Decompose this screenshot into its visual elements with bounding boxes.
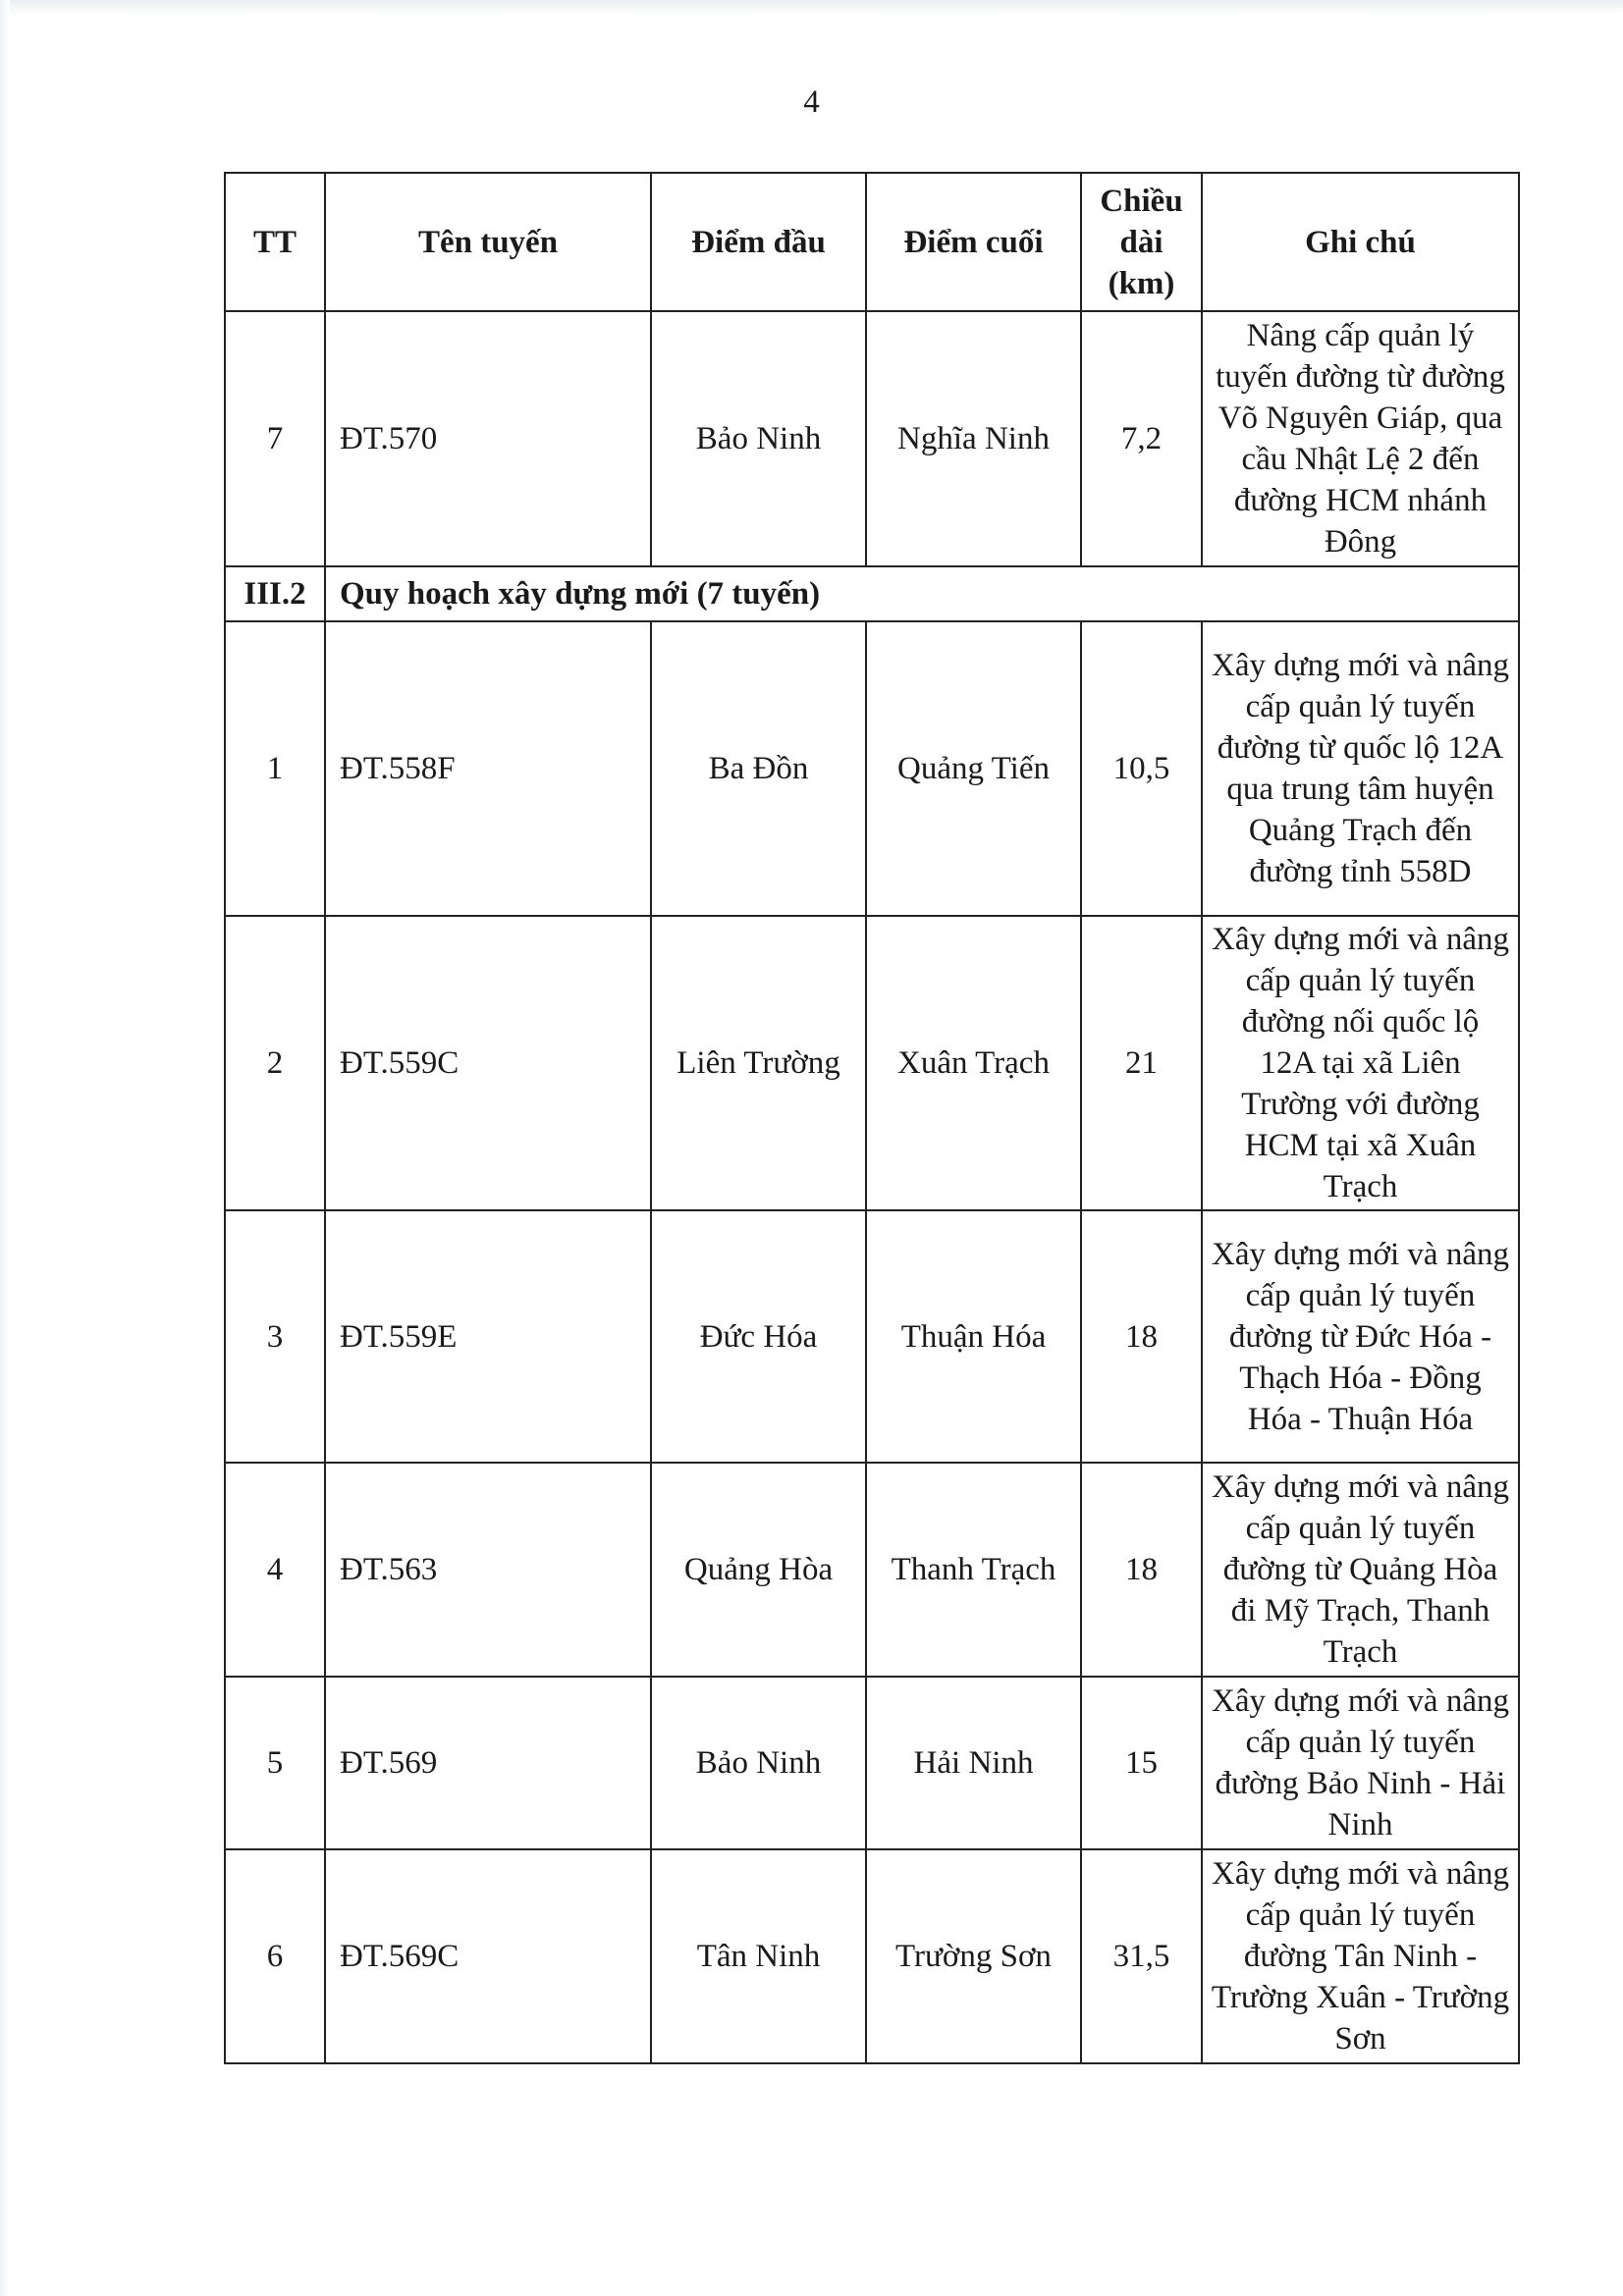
cell-start-point: Đức Hóa [651, 1210, 866, 1463]
cell-start-point: Ba Đồn [651, 621, 866, 916]
scan-edge-top [0, 0, 1623, 14]
cell-route-name: ĐT.570 [325, 311, 651, 566]
route-table [224, 172, 1520, 2064]
cell-route-name: ĐT.558F [325, 621, 651, 916]
cell-end-point: Thuận Hóa [866, 1210, 1081, 1463]
cell-end-point: Trường Sơn [866, 1849, 1081, 2063]
cell-start-point: Bảo Ninh [651, 1677, 866, 1849]
cell-note: Xây dựng mới và nâng cấp quản lý tuyến đường nối quốc lộ 12A tại xã Liên Trường với đường HCM tại xã Xuân Trạch [1202, 916, 1519, 1210]
cell-length: 15 [1081, 1677, 1202, 1849]
cell-note: Xây dựng mới và nâng cấp quản lý tuyến đường từ quốc lộ 12A qua trung tâm huyện Quảng Trạch đến đường tỉnh 558D [1202, 621, 1519, 916]
table-row [225, 916, 1519, 1210]
header-tt: TT [225, 173, 325, 311]
section-title: Quy hoạch xây dựng mới (7 tuyến) [325, 566, 1519, 621]
table-row [225, 311, 1519, 566]
table-row [225, 1210, 1519, 1463]
cell-route-name: ĐT.563 [325, 1463, 651, 1677]
cell-route-name: ĐT.559C [325, 916, 651, 1210]
cell-start-point: Liên Trường [651, 916, 866, 1210]
table-header-row [225, 173, 1519, 311]
cell-note: Xây dựng mới và nâng cấp quản lý tuyến đường Tân Ninh - Trường Xuân - Trường Sơn [1202, 1849, 1519, 2063]
page-number: 4 [803, 84, 820, 120]
cell-note: Xây dựng mới và nâng cấp quản lý tuyến đường Bảo Ninh - Hải Ninh [1202, 1677, 1519, 1849]
cell-tt: 4 [225, 1463, 325, 1677]
cell-length: 10,5 [1081, 621, 1202, 916]
cell-length: 21 [1081, 916, 1202, 1210]
cell-tt: 1 [225, 621, 325, 916]
cell-length: 7,2 [1081, 311, 1202, 566]
cell-tt: 3 [225, 1210, 325, 1463]
cell-length: 18 [1081, 1463, 1202, 1677]
cell-route-name: ĐT.559E [325, 1210, 651, 1463]
cell-route-name: ĐT.569C [325, 1849, 651, 2063]
cell-end-point: Nghĩa Ninh [866, 311, 1081, 566]
cell-start-point: Tân Ninh [651, 1849, 866, 2063]
header-note: Ghi chú [1202, 173, 1519, 311]
cell-end-point: Thanh Trạch [866, 1463, 1081, 1677]
header-route-name: Tên tuyến [325, 173, 651, 311]
cell-length: 18 [1081, 1210, 1202, 1463]
cell-end-point: Hải Ninh [866, 1677, 1081, 1849]
cell-length: 31,5 [1081, 1849, 1202, 2063]
cell-note: Nâng cấp quản lý tuyến đường từ đường Võ Nguyên Giáp, qua cầu Nhật Lệ 2 đến đường HCM nhánh Đông [1202, 311, 1519, 566]
header-end-point: Điểm cuối [866, 173, 1081, 311]
section-row [225, 566, 1519, 621]
cell-route-name: ĐT.569 [325, 1677, 651, 1849]
cell-tt: 2 [225, 916, 325, 1210]
table-row [225, 1463, 1519, 1677]
table-row [225, 621, 1519, 916]
cell-note: Xây dựng mới và nâng cấp quản lý tuyến đường từ Đức Hóa - Thạch Hóa - Đồng Hóa - Thuận Hóa [1202, 1210, 1519, 1463]
cell-tt: 5 [225, 1677, 325, 1849]
cell-tt: 6 [225, 1849, 325, 2063]
cell-note: Xây dựng mới và nâng cấp quản lý tuyến đường từ Quảng Hòa đi Mỹ Trạch, Thanh Trạch [1202, 1463, 1519, 1677]
cell-start-point: Quảng Hòa [651, 1463, 866, 1677]
header-length: Chiều dài (km) [1081, 173, 1202, 311]
scan-edge-left [0, 0, 10, 2296]
header-start-point: Điểm đầu [651, 173, 866, 311]
cell-end-point: Xuân Trạch [866, 916, 1081, 1210]
cell-tt: 7 [225, 311, 325, 566]
table-row [225, 1849, 1519, 2063]
cell-start-point: Bảo Ninh [651, 311, 866, 566]
table-row [225, 1677, 1519, 1849]
section-code: III.2 [225, 566, 325, 621]
cell-end-point: Quảng Tiến [866, 621, 1081, 916]
